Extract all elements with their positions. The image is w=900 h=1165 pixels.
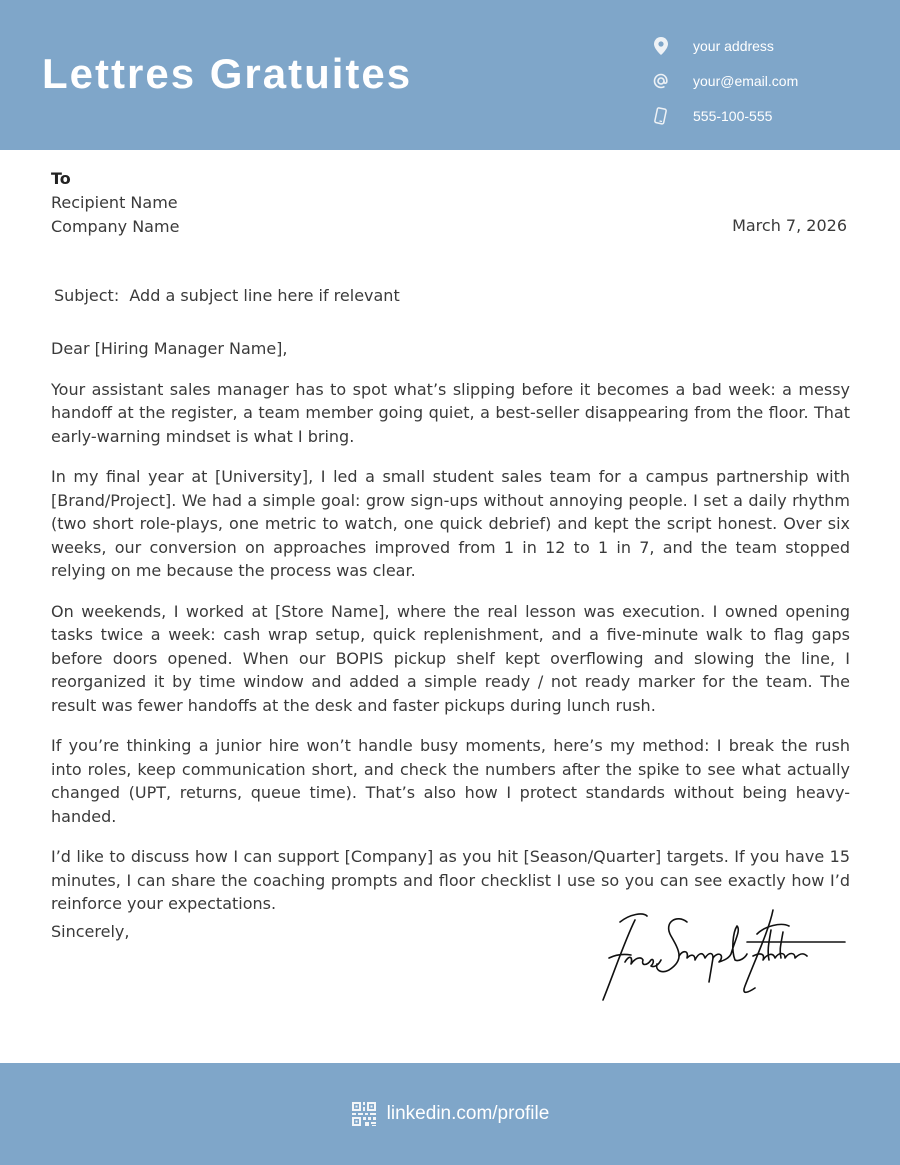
- signature-image: [595, 900, 850, 1010]
- phone-icon: [650, 105, 672, 127]
- contact-address: your address: [693, 37, 774, 54]
- closing: Sincerely,: [51, 922, 130, 941]
- brand-title: Lettres Gratuites: [42, 50, 413, 97]
- recipient-company: Company Name: [51, 217, 180, 236]
- letter-date: March 7, 2026: [732, 216, 847, 235]
- linkedin-link[interactable]: [351, 1101, 550, 1127]
- contact-phone: 555-100-555: [693, 107, 773, 124]
- contact-email-row: [650, 63, 798, 98]
- contact-address-row: [650, 28, 798, 63]
- recipient-to-label: To: [51, 169, 71, 188]
- linkedin-url[interactable]: linkedin.com/profile: [386, 1103, 550, 1124]
- header-banner: [0, 0, 900, 150]
- paragraph-3: On weekends, I worked at [Store Name], where the real lesson was execution. I owned opening tasks twice a week: cash wrap setup, quick replenishment, and a five-minute walk to flag gaps before doors opened. When our BOPIS pickup shelf kept overflowing and slowing the line, I reorganized it by time window and added a simple ready / not ready marker for the team. The result was fewer handoffs at the desk and faster pickups during lunch rush.: [51, 601, 850, 715]
- paragraph-1: Your assistant sales manager has to spot what’s slipping before it becomes a bad week: a messy handoff at the register, a team member going quiet, a best-seller disappearing from the floor. That early-warning mindset is what I bring.: [51, 379, 850, 446]
- at-sign-icon: [650, 70, 672, 92]
- contact-phone-row: [650, 98, 798, 133]
- footer-banner: [0, 1063, 900, 1165]
- recipient-block: [51, 167, 179, 239]
- paragraph-4: If you’re thinking a junior hire won’t handle busy moments, here’s my method: I break the rush into roles, keep communication short, and check the numbers after the spike to see what actually changed (UPT, returns, queue time). That’s also how I protect standards without being heavy-handed.: [51, 736, 850, 826]
- subject-line: Subject: Add a subject line here if relevant: [54, 286, 400, 305]
- paragraph-2: In my final year at [University], I led a small student sales team for a campus partnership with [Brand/Project]. We had a simple goal: grow sign-ups without annoying people. I set a daily rhythm (two short role-plays, one metric to watch, one quick debrief) and kept the script honest. Over six weeks, our conversion on approaches improved from 1 in 12 to 1 in 7, and the team stopped relying on me because the process was clear.: [51, 467, 850, 580]
- salutation: Dear [Hiring Manager Name],: [51, 339, 288, 358]
- qr-code-icon: [351, 1101, 377, 1127]
- contact-email[interactable]: your@email.com: [693, 72, 799, 89]
- letter-body: [51, 337, 850, 933]
- recipient-name: Recipient Name: [51, 193, 178, 212]
- paragraph-5: I’d like to discuss how I can support [Company] as you hit [Season/Quarter] targets. If you have 15 minutes, I can share the coaching prompts and floor checklist I use so you can see exactly how I’d reinforce your expectations.: [51, 847, 850, 913]
- contact-block: [650, 28, 798, 133]
- location-pin-icon: [650, 35, 672, 57]
